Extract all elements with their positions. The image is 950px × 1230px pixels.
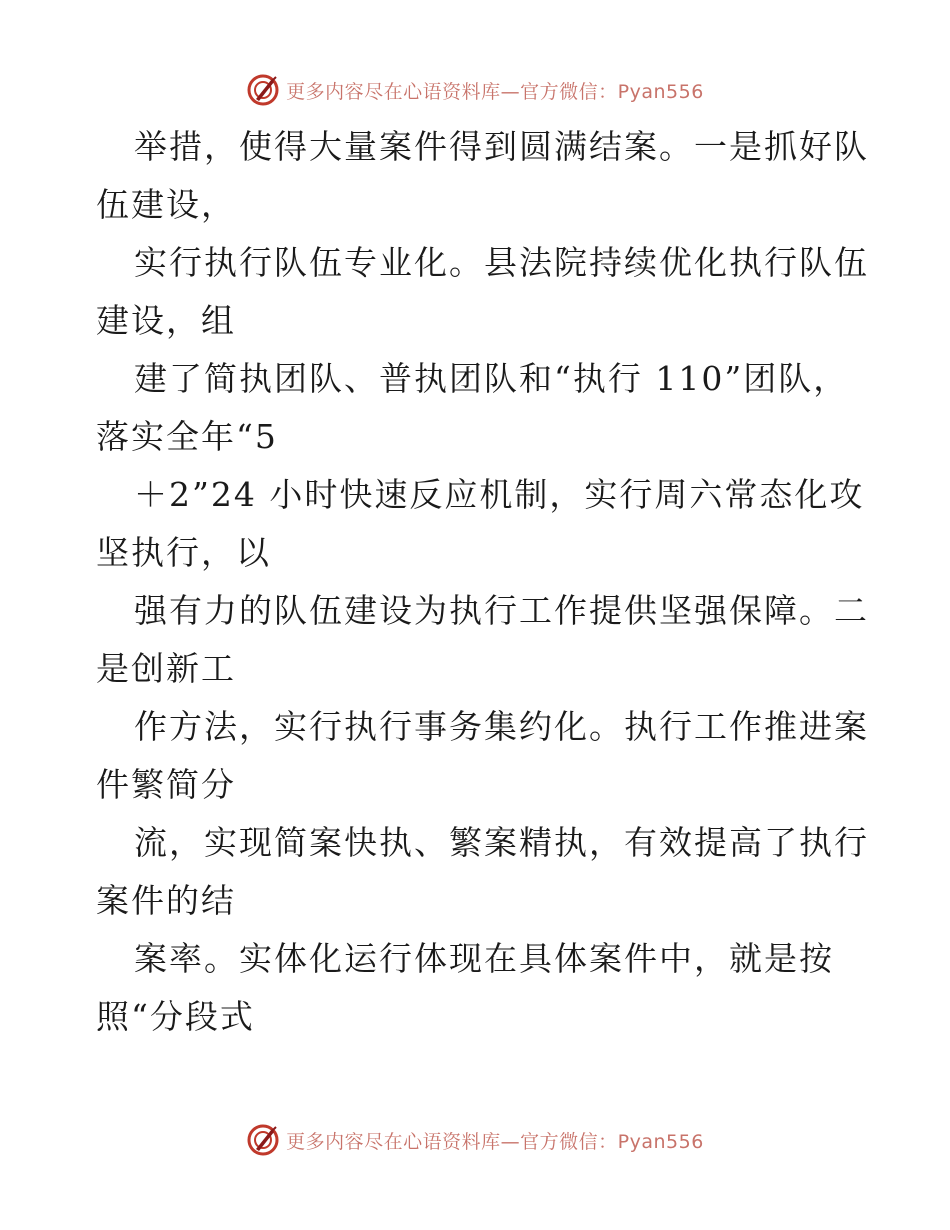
text-line: 是创新工 — [96, 649, 236, 688]
text-line: 坚执行，以 — [96, 533, 271, 572]
text-line: 案件的结 — [96, 881, 236, 920]
footer-banner-text: 更多内容尽在心语资料库—官方微信：Pyan556 — [286, 1130, 704, 1153]
footer-banner — [0, 1120, 950, 1160]
text-line: 实行执行队伍专业化。县法院持续优化执行队伍 — [134, 243, 869, 282]
quill-seal-icon — [246, 73, 280, 107]
text-line: 流，实现简案快执、繁案精执，有效提高了执行 — [134, 823, 869, 862]
text-line: 建设，组 — [96, 301, 236, 340]
text-line: ＋2”24 小时快速反应机制，实行周六常态化攻 — [134, 475, 865, 514]
text-line: 件繁简分 — [96, 765, 236, 804]
header-banner — [0, 70, 950, 110]
text-line: 举措，使得大量案件得到圆满结案。一是抓好队 — [134, 127, 869, 166]
text-line: 伍建设， — [96, 185, 236, 224]
text-line: 建了简执团队、普执团队和“执行 110”团队， — [134, 359, 849, 398]
document-body — [96, 118, 869, 1046]
quill-seal-icon — [246, 1123, 280, 1157]
text-line: 作方法，实行执行事务集约化。执行工作推进案 — [134, 707, 869, 746]
text-line: 强有力的队伍建设为执行工作提供坚强保障。二 — [134, 591, 869, 630]
text-line: 落实全年“5 — [96, 417, 278, 456]
text-line: 照“分段式 — [96, 997, 255, 1036]
header-banner-text: 更多内容尽在心语资料库—官方微信：Pyan556 — [286, 80, 704, 103]
text-line: 案率。实体化运行体现在具体案件中，就是按 — [134, 939, 834, 978]
